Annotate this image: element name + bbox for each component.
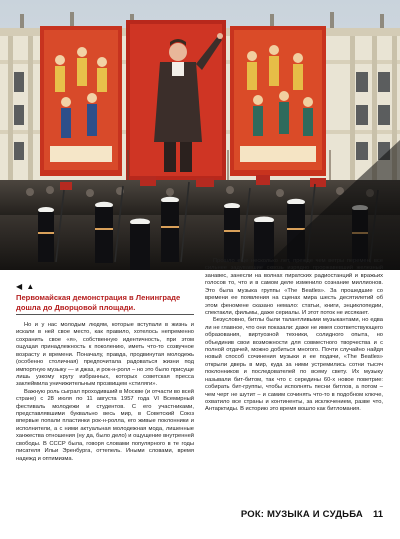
article-column-left (16, 322, 194, 463)
caption-arrows: ◀ ▲ (16, 282, 36, 291)
paragraph: Безусловно, битлы были талантливыми музыкантами, но едва ли не главное, что они показали: даже не имея соответствующего образования, виртуозной техники, солидного опыта, но объединив свои возможности для совместного творчества и с полной отдачей, можно добиться многого. Почти случайно найдя новый способ сочинения музыки и ее подачи, «The Beatles» открыли дверь в мир, куда за ними устремились сотни тысяч поклонников и последователей по всему свету. Их музыку называли бит-битом, так что с середины 60-х новое поветрие: собирать бит-группы, чтобы исполнять песни битлов, а потом – чем черт не шутит – и самим сочинять что-то в подобном ключе, охватило все страны и континенты, за исключением, разве что, Антарктиды. В историю это время вошло как битломания. (205, 317, 383, 413)
article-column-right (205, 258, 383, 414)
page-footer (241, 507, 383, 521)
photo-caption: Первомайская демонстрация в Ленинграде дошла до Дворцовой площади. (16, 293, 181, 312)
page-number: 11 (372, 508, 383, 520)
magazine-title: РОК: МУЗЫКА И СУДЬБА (240, 508, 363, 520)
caption-divider (16, 314, 194, 315)
paragraph: Прошло еще несколько лет, прежде чем ветры перемен, все сильнее задувавшие сквозь изрядно проржавевший железный занавес, занесли на волнах пиратских радиостанций и вражьих голосов то, что и в самом деле изменило сознание миллионов. Это была музыка группы «The Beatles». За прошедшие со времени ее появления на сценах мира шесть десятилетий об этом феномене сказано немало: статьи, книги, энциклопедии, спектакли, фильмы, даже сериалы. И этот поток не иссякает. (205, 258, 383, 316)
paragraph: Но и у нас молодым людям, которые вступали в жизнь и искали в ней свое место, как правило, хотелось непременно сохранить свое «я», собственную идентичность, при этом ощущая принадлежность к поколению, иметь что-то созвучное возрасту и времени. Поначалу, правда, продвинутая молодежь (особенно столичная) предпочитала радоваться жизни под импортную музыку — и джаз, и рок-н-ролл – но это было присуще лишь узкому кругу избранных, которых советская пресса заклеймила уничижительным прозвищем «стиляги». (16, 322, 194, 388)
paragraph: Важную роль сыграл проходивший в Москве (и отчасти во всей стране) с 28 июля по 11 августа 1957 года VI Всемирный фестиваль молодежи и студентов. С его участниками, представлявшими буквально весь мир, в Советский Союз впервые попали пластинки рок-н-ролла, его живые поклонники и исполнители, а с ними актуальная молодежная мода, лишенные ханжества отношения (ну да, было дело) и ощущение внутренней свободы. В СССР была, говоря словами популярного в те годы писателя Ильи Эренбурга, оттепель. Иными словами, время надежд и оптимизма. (16, 388, 194, 462)
